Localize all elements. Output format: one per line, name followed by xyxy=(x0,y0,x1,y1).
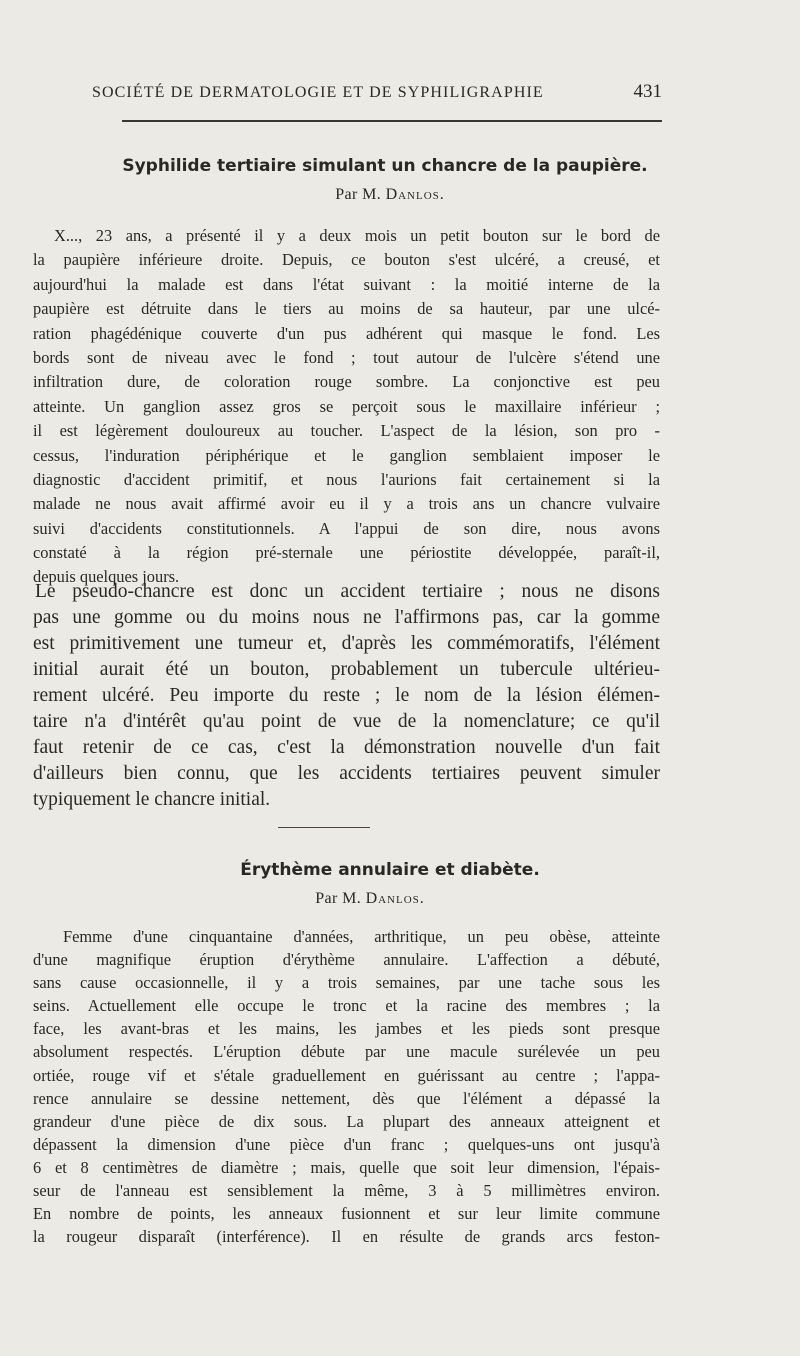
text-line: cessus, l'induration périphérique et le ganglion semblaient imposer le xyxy=(33,445,660,465)
text-line: Femme d'une cinquantaine d'années, arthritique, un peu obèse, atteinte xyxy=(63,927,660,946)
text-line: paupière est détruite dans le tiers au moins de sa hauteur, par une ulcé- xyxy=(33,299,660,319)
text-line: constaté à la région pré-sternale une périostite développée, paraît-il, xyxy=(33,543,660,563)
text-line: diagnostic d'accident primitif, et nous l'aurions fait certainement si la xyxy=(33,469,660,489)
header-rule xyxy=(122,120,662,122)
text-line: malade ne nous avait affirmé avoir eu il y a trois ans un chancre vulvaire xyxy=(33,494,660,514)
text-line: d'une magnifique éruption d'érythème annulaire. L'affection a débuté, xyxy=(33,950,660,970)
text-line: faut retenir de ce cas, c'est la démonstration nouvelle d'un fait xyxy=(33,737,660,758)
text-line: Le pseudo-chancre est donc un accident tertiaire ; nous ne disons xyxy=(35,581,660,602)
text-line: depuis quelques jours. xyxy=(33,567,180,587)
text-line: typiquement le chancre initial. xyxy=(33,789,271,810)
text-line: infiltration dure, de coloration rouge sombre. La conjonctive est peu xyxy=(33,372,660,392)
text-line: la rougeur disparaît (interférence). Il en résulte de grands arcs feston- xyxy=(33,1227,660,1247)
text-line: face, les avant-bras et les mains, les jambes et les pieds sont presque xyxy=(33,1019,660,1039)
text-line: X..., 23 ans, a présenté il y a deux mois un petit bouton sur le bord de xyxy=(54,226,660,245)
text-line: grandeur d'une pièce de dix sous. La plupart des anneaux atteignent et xyxy=(33,1111,660,1131)
byline-prefix: Par M. xyxy=(335,186,382,203)
text-line: seins. Actuellement elle occupe le tronc et la racine des membres ; la xyxy=(33,996,660,1016)
text-line: suivi d'accidents constitutionnels. A l'appui de son dire, nous avons xyxy=(33,518,660,538)
page-number: 431 xyxy=(633,81,662,102)
text-line: seur de l'anneau est sensiblement la même, 3 à 5 millimètres environ. xyxy=(33,1181,660,1201)
article-title: Érythème annulaire et diabète. xyxy=(240,860,540,880)
section-divider xyxy=(278,827,370,828)
text-line: rement ulcéré. Peu importe du reste ; le nom de la lésion élémen- xyxy=(33,685,660,706)
text-line: initial aurait été un bouton, probablement un tubercule ultérieu- xyxy=(33,659,660,680)
text-line: dépassent la dimension d'une pièce d'un franc ; quelques-uns ont jusqu'à xyxy=(33,1134,660,1154)
byline-author: Danlos. xyxy=(365,890,425,907)
text-line: pas une gomme ou du moins nous ne l'affirmons pas, car la gomme xyxy=(33,607,660,628)
text-line: ortiée, rouge vif et s'étale graduellement en guérissant au centre ; l'appa- xyxy=(33,1065,660,1085)
text-line: rence annulaire se dessine nettement, dès que l'élément a dépassé la xyxy=(33,1088,660,1108)
text-line: absolument respectés. L'éruption débute par une macule surélevée un peu xyxy=(33,1042,660,1062)
discussion-paragraph xyxy=(33,579,660,813)
text-line: sans cause occasionnelle, il y a trois semaines, par une tache sous les xyxy=(33,973,660,993)
text-line: 6 et 8 centimètres de diamètre ; mais, quelle que soit leur dimension, l'épais- xyxy=(33,1157,660,1177)
article-byline xyxy=(0,890,740,908)
text-line: En nombre de points, les anneaux fusionnent et sur leur limite commune xyxy=(33,1204,660,1224)
byline-prefix: Par M. xyxy=(315,890,362,907)
text-line: d'ailleurs bien connu, que les accidents tertiaires peuvent simuler xyxy=(33,763,660,784)
observation-paragraph xyxy=(33,224,660,590)
text-line: ration phagédénique couverte d'un pus adhérent qui masque le fond. Les xyxy=(33,323,660,343)
text-line: taire n'a d'intérêt qu'au point de vue de la nomenclature; ce qu'il xyxy=(33,711,660,732)
text-line: aujourd'hui la malade est dans l'état suivant : la moitié interne de la xyxy=(33,274,660,294)
text-line: la paupière inférieure droite. Depuis, ce bouton s'est ulcéré, a creusé, et xyxy=(33,250,660,270)
text-line: il est légèrement douloureux au toucher. L'aspect de la lésion, son pro - xyxy=(33,421,660,441)
byline-author: Danlos. xyxy=(385,186,445,203)
running-head-title: SOCIÉTÉ DE DERMATOLOGIE ET DE SYPHILIGRAPHIE xyxy=(92,84,544,101)
article-title: Syphilide tertiaire simulant un chancre de la paupière. xyxy=(122,156,648,176)
text-line: atteinte. Un ganglion assez gros se perçoit sous le maxillaire inférieur ; xyxy=(33,396,660,416)
text-line: bords sont de niveau avec le fond ; tout autour de l'ulcère s'étend une xyxy=(33,347,660,367)
article-byline xyxy=(0,186,780,204)
case-paragraph xyxy=(33,925,660,1248)
text-line: est primitivement une tumeur et, d'après les commémoratifs, l'élément xyxy=(33,633,660,654)
